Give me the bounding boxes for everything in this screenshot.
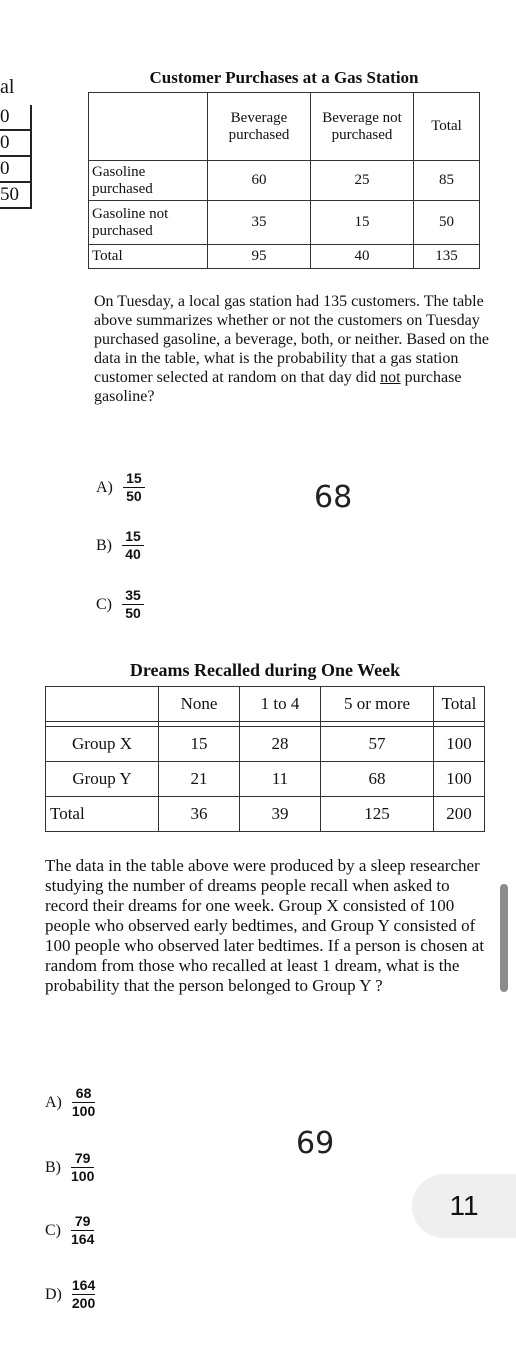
handwritten-note: 69 [296,1126,335,1161]
page-number-bubble[interactable]: 11 [412,1174,516,1238]
table-cell: 40 [311,245,414,269]
table-cell: 57 [321,727,434,762]
denominator: 164 [71,1231,95,1247]
table-cell: 200 [434,797,485,832]
choice-d[interactable] [45,1277,95,1312]
gas-station-table [88,92,480,269]
table-cell: 100 [434,762,485,797]
table-cell: 60 [208,161,311,201]
fraction [122,528,144,563]
table1-title: Customer Purchases at a Gas Station [149,68,419,87]
denominator: 100 [71,1103,96,1119]
numerator: 79 [74,1213,91,1229]
table-header-cell: Total [434,687,485,722]
fraction [123,470,145,505]
row-label: Group Y [46,762,159,797]
row-label: Group X [46,727,159,762]
table-cell: 100 [434,727,485,762]
table-cell: 50 [414,201,480,245]
row-label: Gasoline purchased [89,161,208,201]
table-cell: 15 [159,727,240,762]
table-cell: 15 [311,201,414,245]
numerator: 68 [75,1085,92,1101]
choice-b[interactable] [45,1150,94,1185]
table-header-cell: Beverage purchased [208,93,311,161]
table-row [89,245,480,269]
choice-a[interactable] [45,1085,95,1120]
table-cell: 21 [159,762,240,797]
choice-letter: D) [45,1285,62,1303]
table-row [89,201,480,245]
table2-title: Dreams Recalled during One Week [129,660,401,680]
choice-c[interactable] [45,1213,94,1248]
table-header-cell [89,93,208,161]
table-cell: 85 [414,161,480,201]
table-row [46,762,485,797]
fragment-cell: 0 [0,105,32,131]
question1-text-end: purchase gasoline? [94,369,462,405]
denominator: 100 [71,1168,95,1184]
fraction [72,1277,95,1312]
question2-text: The data in the table above were produced by a sleep researcher studying the number of dreams people recall when asked to record their dreams for one week. Group X consisted of 100 people who observed early bedtimes, and Group Y consisted of 100 people who observed later bedtimes. If a person is chosen at random from those who recalled at least 1 dream, what is the probability that the person belonged to Group Y ? [45,856,485,995]
table-header-cell [46,687,159,722]
table-cell: 95 [208,245,311,269]
numerator: 79 [74,1150,91,1166]
choice-letter: A) [96,478,113,496]
table-cell: 125 [321,797,434,832]
numerator: 35 [125,587,141,603]
fragment-cell: 0 [0,157,32,183]
choice-letter: C) [96,595,112,613]
table-header-cell: None [159,687,240,722]
table-cell: 36 [159,797,240,832]
numerator: 15 [126,470,142,486]
table-row [46,727,485,762]
fragment-header: al [0,76,15,98]
table-cell: 28 [240,727,321,762]
fraction [71,1213,94,1248]
table-cell: 25 [311,161,414,201]
fraction [72,1085,95,1120]
question1-underlined-word: not [380,369,401,386]
question1-text [94,292,490,406]
choice-letter: B) [96,536,112,554]
table-header-cell: Total [414,93,480,161]
table-cell: 11 [240,762,321,797]
table-row [46,797,485,832]
numerator: 15 [125,528,141,544]
numerator: 164 [71,1277,96,1293]
cropped-table-fragment [0,75,32,209]
denominator: 50 [126,488,142,504]
fraction [71,1150,94,1185]
table-row [89,161,480,201]
denominator: 50 [125,605,141,621]
denominator: 40 [125,546,141,562]
choice-letter: A) [45,1093,62,1111]
table-header-cell: 5 or more [321,687,434,722]
table-cell: 68 [321,762,434,797]
table-header-cell: Beverage not purchased [311,93,414,161]
scrollbar-thumb[interactable] [500,884,508,992]
choice-c[interactable] [96,587,144,622]
choice-letter: C) [45,1221,61,1239]
dreams-table [45,686,485,832]
fragment-cell: 0 [0,131,32,157]
handwritten-note: 68 [314,480,353,515]
table-cell: 35 [208,201,311,245]
choice-b[interactable] [96,528,144,563]
choice-letter: B) [45,1158,61,1176]
denominator: 200 [71,1295,96,1311]
fraction [122,587,144,622]
row-label: Gasoline not purchased [89,201,208,245]
table-cell: 135 [414,245,480,269]
row-label: Total [89,245,208,269]
question1-text-start: On Tuesday, a local gas station had 135 customers. The table above summarizes whether or not the customers on Tuesday purchased gasoline, a beverage, both, or neither. Based on the data in the table, what is the probability that a gas station customer selected at random on that day did [94,293,489,386]
fragment-cell: 50 [0,183,32,209]
table-header-cell: 1 to 4 [240,687,321,722]
table-cell: 39 [240,797,321,832]
choice-a[interactable] [96,470,145,505]
row-label: Total [46,797,159,832]
